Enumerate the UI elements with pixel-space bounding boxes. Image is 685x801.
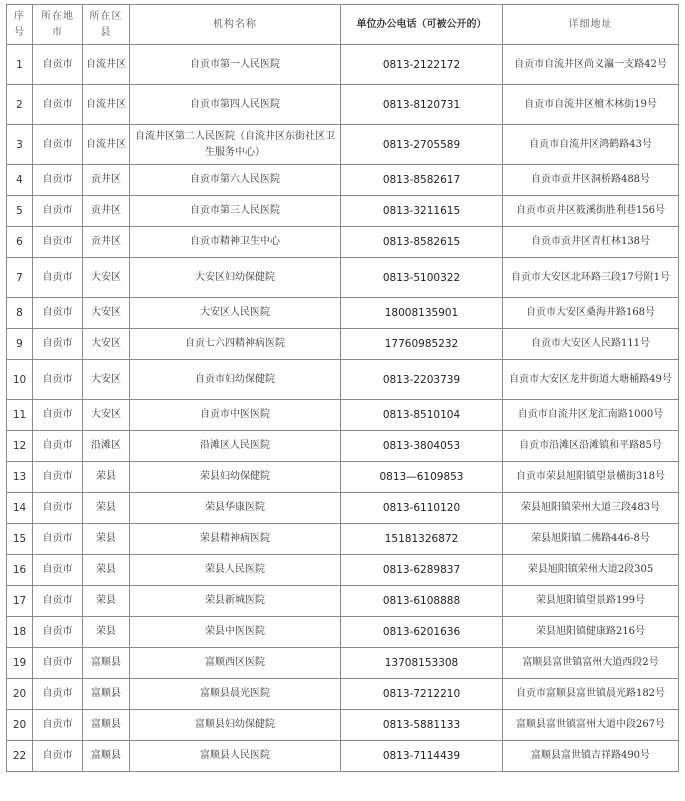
cell-district: 荣县 [83, 524, 130, 555]
cell-address: 自贡市大安区桑海井路168号 [503, 298, 679, 329]
cell-district: 大安区 [83, 329, 130, 360]
cell-no: 11 [7, 400, 33, 431]
table-row [7, 648, 679, 679]
table-row [7, 258, 679, 298]
header-name: 机构名称 [130, 5, 341, 45]
table-row [7, 493, 679, 524]
cell-address: 富顺县富世镇富州大道中段267号 [503, 710, 679, 741]
cell-name: 大安区人民医院 [130, 298, 341, 329]
cell-phone: 0813-6110120 [341, 493, 503, 524]
cell-name: 荣县华康医院 [130, 493, 341, 524]
cell-phone: 0813-5100322 [341, 258, 503, 298]
cell-district: 荣县 [83, 586, 130, 617]
cell-name: 自贡七六四精神病医院 [130, 329, 341, 360]
cell-city: 自贡市 [33, 45, 83, 85]
cell-no: 14 [7, 493, 33, 524]
table-row [7, 431, 679, 462]
cell-city: 自贡市 [33, 524, 83, 555]
table-row [7, 679, 679, 710]
cell-no: 6 [7, 227, 33, 258]
cell-name: 荣县妇幼保健院 [130, 462, 341, 493]
cell-no: 10 [7, 360, 33, 400]
cell-phone: 0813-3211615 [341, 196, 503, 227]
cell-district: 自流井区 [83, 85, 130, 125]
cell-district: 荣县 [83, 617, 130, 648]
table-row [7, 125, 679, 165]
cell-no: 7 [7, 258, 33, 298]
cell-name: 富顺县人民医院 [130, 741, 341, 772]
cell-name: 大安区妇幼保健院 [130, 258, 341, 298]
cell-address: 自贡市自流井区鸿鹤路43号 [503, 125, 679, 165]
cell-district: 贡井区 [83, 165, 130, 196]
cell-address: 自贡市贡井区洞桥路488号 [503, 165, 679, 196]
cell-address: 富顺县富世镇富州大道西段2号 [503, 648, 679, 679]
cell-address: 自贡市贡井区青杠林138号 [503, 227, 679, 258]
cell-name: 自贡市中医医院 [130, 400, 341, 431]
cell-district: 富顺县 [83, 648, 130, 679]
cell-no: 16 [7, 555, 33, 586]
cell-district: 大安区 [83, 360, 130, 400]
cell-district: 富顺县 [83, 679, 130, 710]
cell-address: 自贡市荣县旭阳镇望景横街318号 [503, 462, 679, 493]
cell-district: 自流井区 [83, 45, 130, 85]
cell-address: 自贡市大安区龙井街道大塘桶路49号 [503, 360, 679, 400]
cell-phone: 18008135901 [341, 298, 503, 329]
cell-address: 自贡市富顺县富世镇晨光路182号 [503, 679, 679, 710]
cell-district: 自流井区 [83, 125, 130, 165]
cell-city: 自贡市 [33, 741, 83, 772]
cell-address: 自贡市贡井区筱溪街胜利巷156号 [503, 196, 679, 227]
table-row [7, 462, 679, 493]
cell-no: 4 [7, 165, 33, 196]
cell-city: 自贡市 [33, 555, 83, 586]
cell-city: 自贡市 [33, 617, 83, 648]
cell-no: 17 [7, 586, 33, 617]
cell-name: 荣县新城医院 [130, 586, 341, 617]
cell-address: 荣县旭阳镇健康路216号 [503, 617, 679, 648]
cell-address: 富顺县富世镇吉祥路490号 [503, 741, 679, 772]
cell-name: 富顺县妇幼保健院 [130, 710, 341, 741]
cell-name: 荣县精神病医院 [130, 524, 341, 555]
table-row [7, 165, 679, 196]
table-row [7, 555, 679, 586]
cell-phone: 0813—6109853 [341, 462, 503, 493]
cell-district: 荣县 [83, 462, 130, 493]
cell-district: 贡井区 [83, 196, 130, 227]
cell-no: 19 [7, 648, 33, 679]
cell-phone: 0813-8582617 [341, 165, 503, 196]
cell-city: 自贡市 [33, 586, 83, 617]
cell-city: 自贡市 [33, 493, 83, 524]
header-address: 详细地址 [503, 5, 679, 45]
cell-city: 自贡市 [33, 196, 83, 227]
table-row [7, 617, 679, 648]
cell-address: 自贡市沿滩区沿滩镇和平路85号 [503, 431, 679, 462]
cell-no: 12 [7, 431, 33, 462]
cell-no: 5 [7, 196, 33, 227]
header-no: 序号 [7, 5, 33, 45]
cell-name: 自贡市第六人民医院 [130, 165, 341, 196]
cell-city: 自贡市 [33, 329, 83, 360]
cell-no: 8 [7, 298, 33, 329]
cell-city: 自贡市 [33, 462, 83, 493]
table-container [6, 4, 679, 772]
cell-no: 13 [7, 462, 33, 493]
table-header-row [7, 5, 679, 45]
cell-no: 1 [7, 45, 33, 85]
cell-city: 自贡市 [33, 679, 83, 710]
cell-phone: 0813-8582615 [341, 227, 503, 258]
cell-name: 富顺县晨光医院 [130, 679, 341, 710]
table-row [7, 329, 679, 360]
cell-address: 荣县旭阳镇荣州大道三段483号 [503, 493, 679, 524]
table-row [7, 298, 679, 329]
cell-name: 荣县中医医院 [130, 617, 341, 648]
table-row [7, 710, 679, 741]
cell-no: 15 [7, 524, 33, 555]
cell-phone: 0813-7212210 [341, 679, 503, 710]
cell-district: 富顺县 [83, 710, 130, 741]
cell-no: 18 [7, 617, 33, 648]
cell-no: 9 [7, 329, 33, 360]
cell-address: 荣县旭阳镇望景路199号 [503, 586, 679, 617]
cell-address: 自贡市大安区人民路111号 [503, 329, 679, 360]
cell-district: 大安区 [83, 400, 130, 431]
cell-phone: 0813-8120731 [341, 85, 503, 125]
table-row [7, 85, 679, 125]
cell-address: 自贡市自流井区尚义瀛一支路42号 [503, 45, 679, 85]
cell-no: 2 [7, 85, 33, 125]
cell-phone: 13708153308 [341, 648, 503, 679]
cell-no: 20 [7, 679, 33, 710]
cell-name: 自流井区第二人民医院（自流井区东街社区卫生服务中心） [130, 125, 341, 165]
cell-no: 20 [7, 710, 33, 741]
cell-city: 自贡市 [33, 125, 83, 165]
cell-name: 自贡市第三人民医院 [130, 196, 341, 227]
cell-district: 大安区 [83, 258, 130, 298]
cell-address: 荣县旭阳镇荣州大道2段305 [503, 555, 679, 586]
cell-name: 荣县人民医院 [130, 555, 341, 586]
cell-no: 3 [7, 125, 33, 165]
table-row [7, 45, 679, 85]
cell-name: 自贡市第四人民医院 [130, 85, 341, 125]
cell-district: 富顺县 [83, 741, 130, 772]
header-city: 所在地市 [33, 5, 83, 45]
cell-phone: 0813-5881133 [341, 710, 503, 741]
cell-phone: 15181326872 [341, 524, 503, 555]
cell-name: 自贡市精神卫生中心 [130, 227, 341, 258]
cell-address: 自贡市大安区北环路三段17号附1号 [503, 258, 679, 298]
cell-city: 自贡市 [33, 431, 83, 462]
cell-city: 自贡市 [33, 258, 83, 298]
cell-address: 自贡市自流井区龙汇南路1000号 [503, 400, 679, 431]
cell-phone: 0813-7114439 [341, 741, 503, 772]
cell-city: 自贡市 [33, 710, 83, 741]
cell-phone: 0813-2122172 [341, 45, 503, 85]
table-body [7, 45, 679, 772]
cell-name: 富顺西区医院 [130, 648, 341, 679]
cell-phone: 0813-2203739 [341, 360, 503, 400]
header-phone: 单位办公电话（可被公开的） [341, 5, 503, 45]
cell-no: 22 [7, 741, 33, 772]
table-row [7, 741, 679, 772]
table-row [7, 524, 679, 555]
cell-city: 自贡市 [33, 227, 83, 258]
cell-city: 自贡市 [33, 85, 83, 125]
cell-city: 自贡市 [33, 400, 83, 431]
cell-name: 自贡市妇幼保健院 [130, 360, 341, 400]
table-row [7, 400, 679, 431]
cell-phone: 0813-2705589 [341, 125, 503, 165]
table-row [7, 196, 679, 227]
cell-name: 自贡市第一人民医院 [130, 45, 341, 85]
table-row [7, 227, 679, 258]
cell-phone: 0813-6289837 [341, 555, 503, 586]
cell-city: 自贡市 [33, 165, 83, 196]
cell-phone: 0813-6108888 [341, 586, 503, 617]
cell-city: 自贡市 [33, 298, 83, 329]
cell-district: 荣县 [83, 493, 130, 524]
hospital-table [6, 4, 679, 772]
cell-address: 荣县旭阳镇二佛路446-8号 [503, 524, 679, 555]
header-district: 所在区县 [83, 5, 130, 45]
cell-phone: 0813-6201636 [341, 617, 503, 648]
cell-phone: 17760985232 [341, 329, 503, 360]
cell-phone: 0813-3804053 [341, 431, 503, 462]
cell-district: 荣县 [83, 555, 130, 586]
cell-district: 大安区 [83, 298, 130, 329]
cell-address: 自贡市自流井区檀木林街19号 [503, 85, 679, 125]
table-row [7, 586, 679, 617]
cell-name: 沿滩区人民医院 [130, 431, 341, 462]
table-row [7, 360, 679, 400]
cell-city: 自贡市 [33, 648, 83, 679]
cell-district: 沿滩区 [83, 431, 130, 462]
cell-city: 自贡市 [33, 360, 83, 400]
cell-phone: 0813-8510104 [341, 400, 503, 431]
cell-district: 贡井区 [83, 227, 130, 258]
